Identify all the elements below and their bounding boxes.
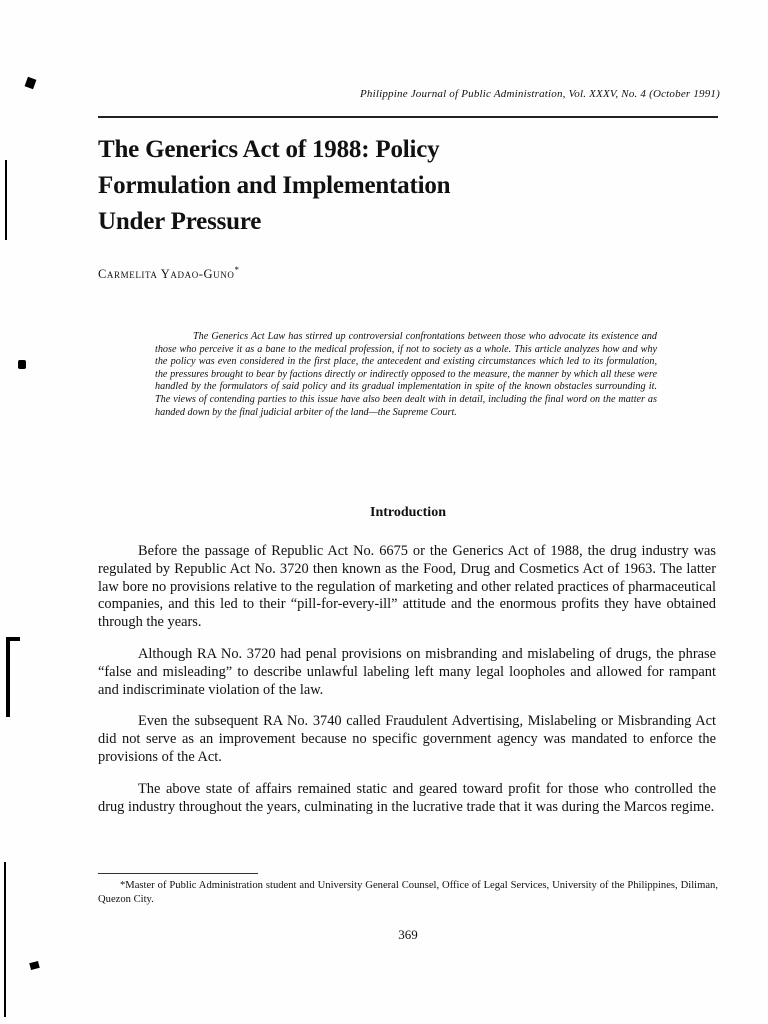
paragraph-1: Before the passage of Republic Act No. 6675 or the Generics Act of 1988, the drug industry was regulated by Republic Act No. 3720 then known as the Food, Drug and Cosmetics Act of 1963. The latter law bore no provisions relative to the regulation of marketing and other related practices of pharmaceutical companies, and this led to their “pill-for-every-ill” attitude and the enormous profits they have obtained through the years. bbox=[98, 543, 716, 631]
page-number: 369 bbox=[398, 927, 418, 942]
article-title bbox=[98, 132, 658, 240]
scan-bracket-top bbox=[6, 637, 20, 641]
title-line-3: Under Pressure bbox=[98, 208, 262, 235]
footnote-rule bbox=[98, 873, 258, 874]
scan-bracket-left bbox=[6, 637, 10, 717]
author-footnote-mark: * bbox=[234, 265, 240, 275]
paragraph-3: Even the subsequent RA No. 3740 called Fraudulent Advertising, Mislabeling or Misbranding Act did not serve as an improvement because no specific government agency was mandated to enforce the provisions of the Act. bbox=[98, 713, 716, 765]
paragraph-2: Although RA No. 3720 had penal provisions on misbranding and mislabeling of drugs, the phrase “false and misleading” to describe unlawful labeling left many legal loopholes and allowed for rampant and indiscriminate violation of the law. bbox=[98, 645, 716, 698]
scan-line-left-upper bbox=[5, 160, 7, 240]
author-byline bbox=[98, 265, 240, 282]
title-line-1: The Generics Act of 1988: Policy bbox=[98, 136, 440, 163]
header-rule bbox=[98, 116, 718, 118]
scan-mark-top bbox=[25, 77, 37, 89]
scan-line-left-lower bbox=[4, 862, 6, 1017]
scan-mark-bottom bbox=[29, 961, 40, 970]
body-text bbox=[98, 543, 716, 830]
scan-mark-middle bbox=[18, 360, 26, 369]
paragraph-4: The above state of affairs remained static and geared toward profit for those who controlled the drug industry throughout the years, culminating in the lucrative trade that it was during the Marcos regime. bbox=[98, 780, 716, 815]
running-head: Philippine Journal of Public Administration, Vol. XXXV, No. 4 (October 1991) bbox=[359, 88, 720, 100]
author-footnote: *Master of Public Administration student and University General Counsel, Office of Legal Services, University of the Philippines, Diliman, Quezon City. bbox=[98, 880, 718, 905]
title-line-2: Formulation and Implementation bbox=[98, 172, 451, 199]
author-name: Carmelita Yadao-Guno bbox=[98, 267, 235, 282]
section-heading-introduction: Introduction bbox=[370, 505, 446, 520]
abstract: The Generics Act Law has stirred up controversial confrontations between those who advocate its existence and those who perceive it as a bane to the medical profession, if not to society as a whole. This article analyzes how and why the policy was even considered in the first place, the antecedent and existing circumstances which led to its formulation, the pressures brought to bear by factions directly or indirectly opposed to the measure, the manner by which all these were handled by the formulators of said policy and its gradual implementation in spite of the known obstacles surrounding it. The views of contending parties to this issue have also been dealt with in detail, including the final word on the matter as handed down by the final judicial arbiter of the land—the Supreme Court. bbox=[155, 331, 657, 418]
